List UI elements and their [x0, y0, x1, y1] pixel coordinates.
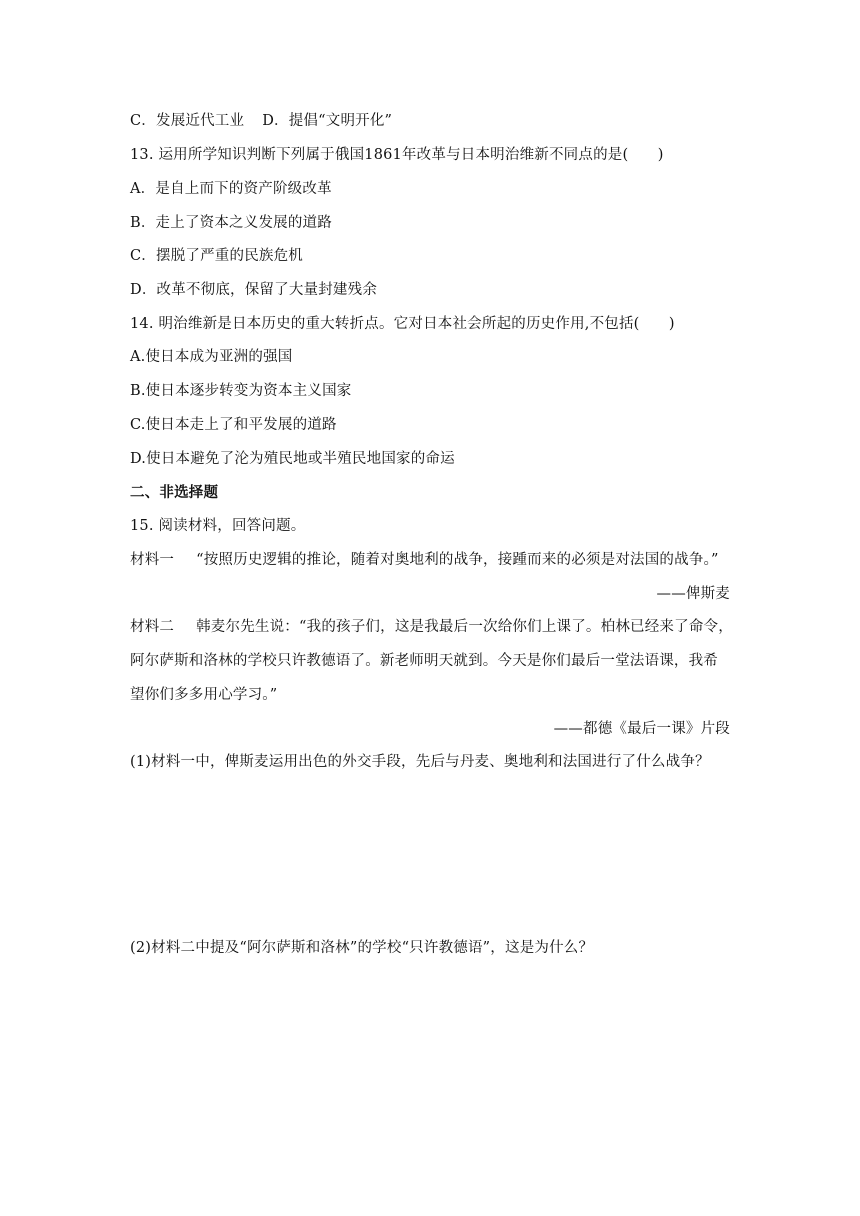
q13-stem: 13. 运用所学知识判断下列属于俄国1861年改革与日本明治维新不同点的是( ): [130, 147, 664, 163]
q12-option-d: D．提倡“文明开化”: [262, 113, 393, 129]
material-1: [130, 550, 719, 570]
q14-option-c: C.使日本走上了和平发展的道路: [130, 417, 337, 433]
material-2-label: 材料二: [130, 619, 175, 635]
material-2-line-1: [130, 617, 733, 637]
q12-options-cd: [130, 111, 392, 131]
section-title: 二、非选择题: [130, 485, 219, 501]
material-1-text: “按照历史逻辑的推论，随着对奥地利的战争，接踵而来的必须是对法国的战争。”: [196, 552, 719, 568]
q13-option-b: B．走上了资本之义发展的道路: [130, 215, 332, 231]
material-2-line-2: 阿尔萨斯和洛林的学校只许教德语了。新老师明天就到。今天是你们最后一堂法语课，我希: [130, 653, 718, 669]
material-2-line-3: 望你们多多用心学习。”: [130, 687, 278, 703]
q13-option-d: D．改革不彻底，保留了大量封建残余: [130, 282, 378, 298]
q12-option-c: C．发展近代工业: [130, 113, 245, 129]
q15-sub-question-2: (2)材料二中提及“阿尔萨斯和洛林”的学校“只许教德语”，这是为什么？: [130, 940, 594, 956]
material-2-text-1: 韩麦尔先生说：“我的孩子们，这是我最后一次给你们上课了。柏林已经来了命令，: [196, 619, 733, 635]
q15-stem: 15. 阅读材料，回答问题。: [130, 518, 306, 534]
q13-option-a: A．是自上而下的资产阶级改革: [130, 181, 332, 197]
q14-stem: 14. 明治维新是日本历史的重大转折点。它对日本社会所起的历史作用,不包括( ): [130, 316, 675, 332]
material-2-source: ——都德《最后一课》片段: [553, 721, 730, 737]
material-1-label: 材料一: [130, 552, 175, 568]
q14-option-a: A.使日本成为亚洲的强国: [130, 349, 293, 365]
material-1-source: ——俾斯麦: [656, 586, 730, 602]
q15-sub-question-1: (1)材料一中，俾斯麦运用出色的外交手段，先后与丹麦、奥地利和法国进行了什么战争？: [130, 754, 710, 770]
q14-option-b: B.使日本逐步转变为资本主义国家: [130, 383, 352, 399]
q14-option-d: D.使日本避免了沦为殖民地或半殖民地国家的命运: [130, 451, 455, 467]
q13-option-c: C．摆脱了严重的民族危机: [130, 248, 303, 264]
